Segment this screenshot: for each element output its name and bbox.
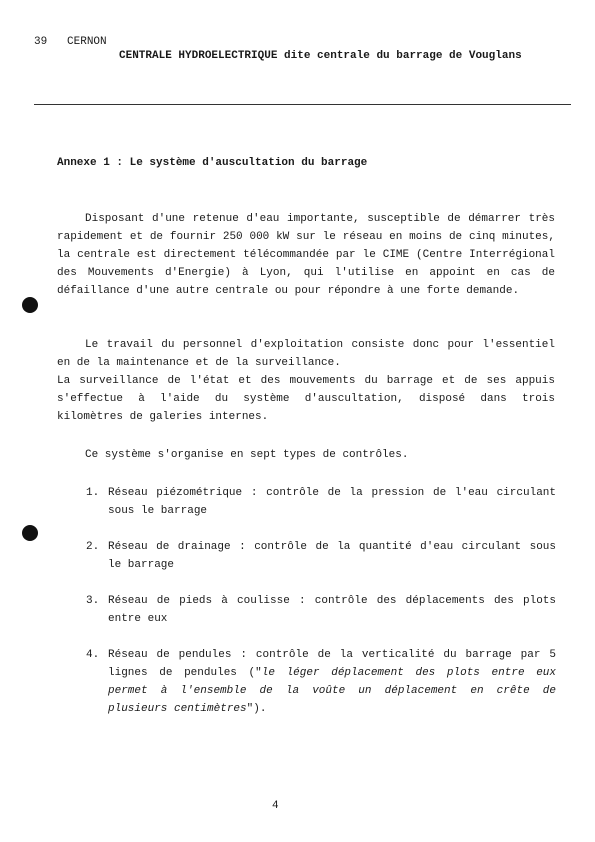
- page-number: 4: [272, 800, 279, 812]
- paragraph-text: Le travail du personnel d'exploitation consiste donc pour l'essentiel en de la maintenance et de la surveillance.: [57, 339, 555, 369]
- page-ref: 39: [34, 36, 48, 48]
- punch-hole-mark: [22, 297, 38, 313]
- list-item-number: 1.: [86, 487, 100, 499]
- paragraph: [57, 446, 555, 464]
- header-divider: [34, 104, 571, 105]
- list-item: [86, 484, 556, 520]
- punch-hole-mark: [22, 525, 38, 541]
- list-item-number: 3.: [86, 595, 100, 607]
- document-title: CENTRALE HYDROELECTRIQUE dite centrale du barrage de Vouglans: [119, 50, 522, 62]
- list-item-number: 2.: [86, 541, 100, 553]
- author-name: CERNON: [67, 36, 107, 48]
- paragraph-text: Disposant d'une retenue d'eau importante, susceptible de démarrer très rapidement et de fournir 250 000 kW sur le réseau en moins de cinq minutes, la centrale est directement télécommandée par le CIME (Centre Interrégional des Mouvements d'Energie) à Lyon, qui l'utilise en appoint en cas de défaillance d'une autre centrale ou pour répondre à une forte demande.: [57, 213, 555, 297]
- list-item: [86, 592, 556, 628]
- list-item-tail: ").: [246, 703, 267, 715]
- paragraph-text: La surveillance de l'état et des mouvements du barrage et de ses appuis s'effectue à l'aide du système d'auscultation, disposé dans trois kilomètres de galeries internes.: [57, 375, 555, 423]
- paragraph-text: Ce système s'organise en sept types de contrôles.: [85, 449, 409, 461]
- list-item-text: Réseau piézométrique : contrôle de la pression de l'eau circulant sous le barrage: [108, 487, 556, 517]
- list-item: [86, 646, 556, 718]
- list-item-number: 4.: [86, 649, 100, 661]
- list-item-text: Réseau de pendules : contrôle de la verticalité du barrage par 5 lignes de pendules (": [108, 649, 556, 679]
- list-item-text: Réseau de pieds à coulisse : contrôle des déplacements des plots entre eux: [108, 595, 556, 625]
- section-title: Annexe 1 : Le système d'auscultation du barrage: [57, 157, 368, 169]
- paragraph: [57, 210, 555, 300]
- header-reference: [34, 36, 107, 48]
- list-item-quote: le léger déplacement des plots entre eux permet à l'ensemble de la voûte un déplacement en crête de plusieurs centimètres: [108, 667, 556, 715]
- list-item-text: Réseau de drainage : contrôle de la quantité d'eau circulant sous le barrage: [108, 541, 556, 571]
- list-item: [86, 538, 556, 574]
- list-item-body: [108, 646, 556, 718]
- paragraph: [57, 336, 555, 426]
